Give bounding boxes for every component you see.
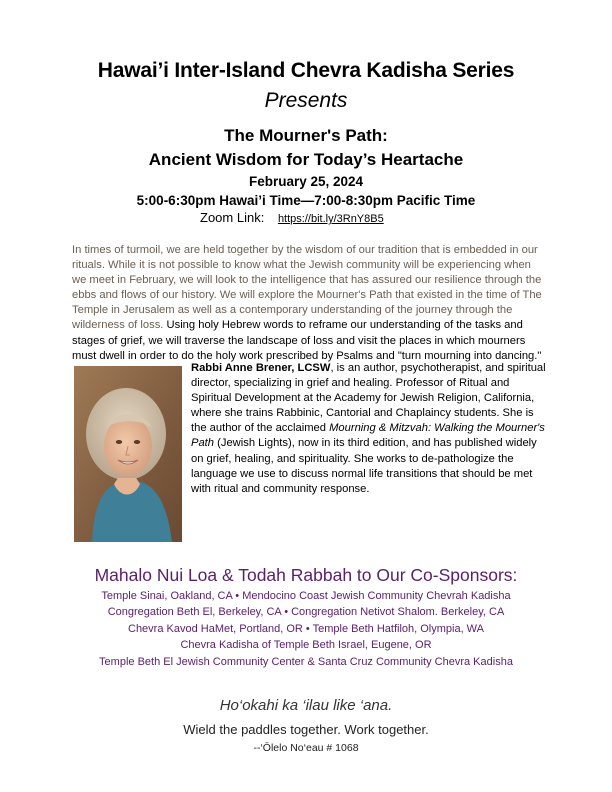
event-title-line1: The Mourner's Path:: [224, 126, 388, 145]
presents-label: Presents: [264, 89, 348, 112]
cosponsors-list: [0, 588, 612, 670]
intro-paragraph: [72, 243, 542, 364]
bio-text-2: (Jewish Lights), now in its third edition, and has published widely on grief, healing, and spirituality. She works to de-pathologize the language we use to discuss normal life transitions that should be met with ritual and community response.: [191, 437, 537, 495]
series-title: Hawai’i Inter-Island Chevra Kadisha Series: [97, 59, 515, 82]
zoom-label: Zoom Link:: [200, 210, 265, 225]
speaker-bio: [191, 361, 546, 497]
speaker-name: Rabbi Anne Brener, LCSW: [191, 362, 331, 374]
event-date: February 25, 2024: [248, 174, 364, 189]
speaker-photo: [74, 366, 182, 542]
book-title: Mourning & Mitzvah: Walking the Mourner's Path: [191, 422, 545, 450]
proverb-translation: Wield the paddles together. Work together.: [183, 722, 429, 737]
zoom-row: [200, 210, 384, 225]
cosponsor-line: Temple Sinai, Oakland, CA • Mendocino Coast Jewish Community Chevrah Kadisha: [101, 590, 511, 602]
intro-text-part2: Using holy Hebrew words to reframe our understanding of the tasks and stages of grief, we will traverse the landscape of loss and visit the places in which mourners must dwell in order to do the holy work prescribed by Psalms and "turn mourning into dancing.": [72, 319, 542, 362]
event-time: 5:00-6:30pm Hawai’i Time—7:00-8:30pm Pacific Time: [136, 193, 476, 208]
cosponsors-heading: Mahalo Nui Loa & Todah Rabbah to Our Co-Sponsors:: [94, 565, 518, 585]
event-title-line2: Ancient Wisdom for Today’s Heartache: [148, 150, 464, 169]
cosponsor-line: Congregation Beth El, Berkeley, CA • Congregation Netivot Shalom. Berkeley, CA: [107, 606, 505, 619]
cosponsor-line: Chevra Kavod HaMet, Portland, OR • Temple Beth Hatfiloh, Olympia, WA: [128, 622, 484, 635]
intro-text-part1: In times of turmoil, we are held together by the wisdom of our tradition that is embedded in our rituals. While it is not possible to know what the Jewish community will be experiencing when we meet in February, we will look to the intelligence that has assured our resilience through the ebbs and flows of our history. We will explore the Mourner's Path that existed in the time of The Temple in Jerusalem as well as a contemporary understanding of the journey through the wilderness of loss.: [72, 244, 542, 332]
hawaiian-proverb: Ho‘okahi ka ‘ilau like ‘ana.: [219, 697, 393, 714]
zoom-link[interactable]: https://bit.ly/3RnY8B5: [277, 213, 384, 225]
cosponsor-line: Temple Beth El Jewish Community Center & Santa Cruz Community Chevra Kadisha: [99, 655, 513, 668]
proverb-source: --‘Ōlelo No‘eau # 1068: [253, 742, 359, 754]
cosponsor-line: Chevra Kadisha of Temple Beth Israel, Eugene, OR: [180, 639, 432, 652]
bio-text-1: , is an author, psychotherapist, and spiritual director, specializing in grief and healing. Professor of Ritual and Spiritual Development at the Academy for Jewish Religion, California, where she trains Rabbinic, Cantorial and Chaplaincy students. She is the author of the acclaimed: [191, 362, 546, 435]
